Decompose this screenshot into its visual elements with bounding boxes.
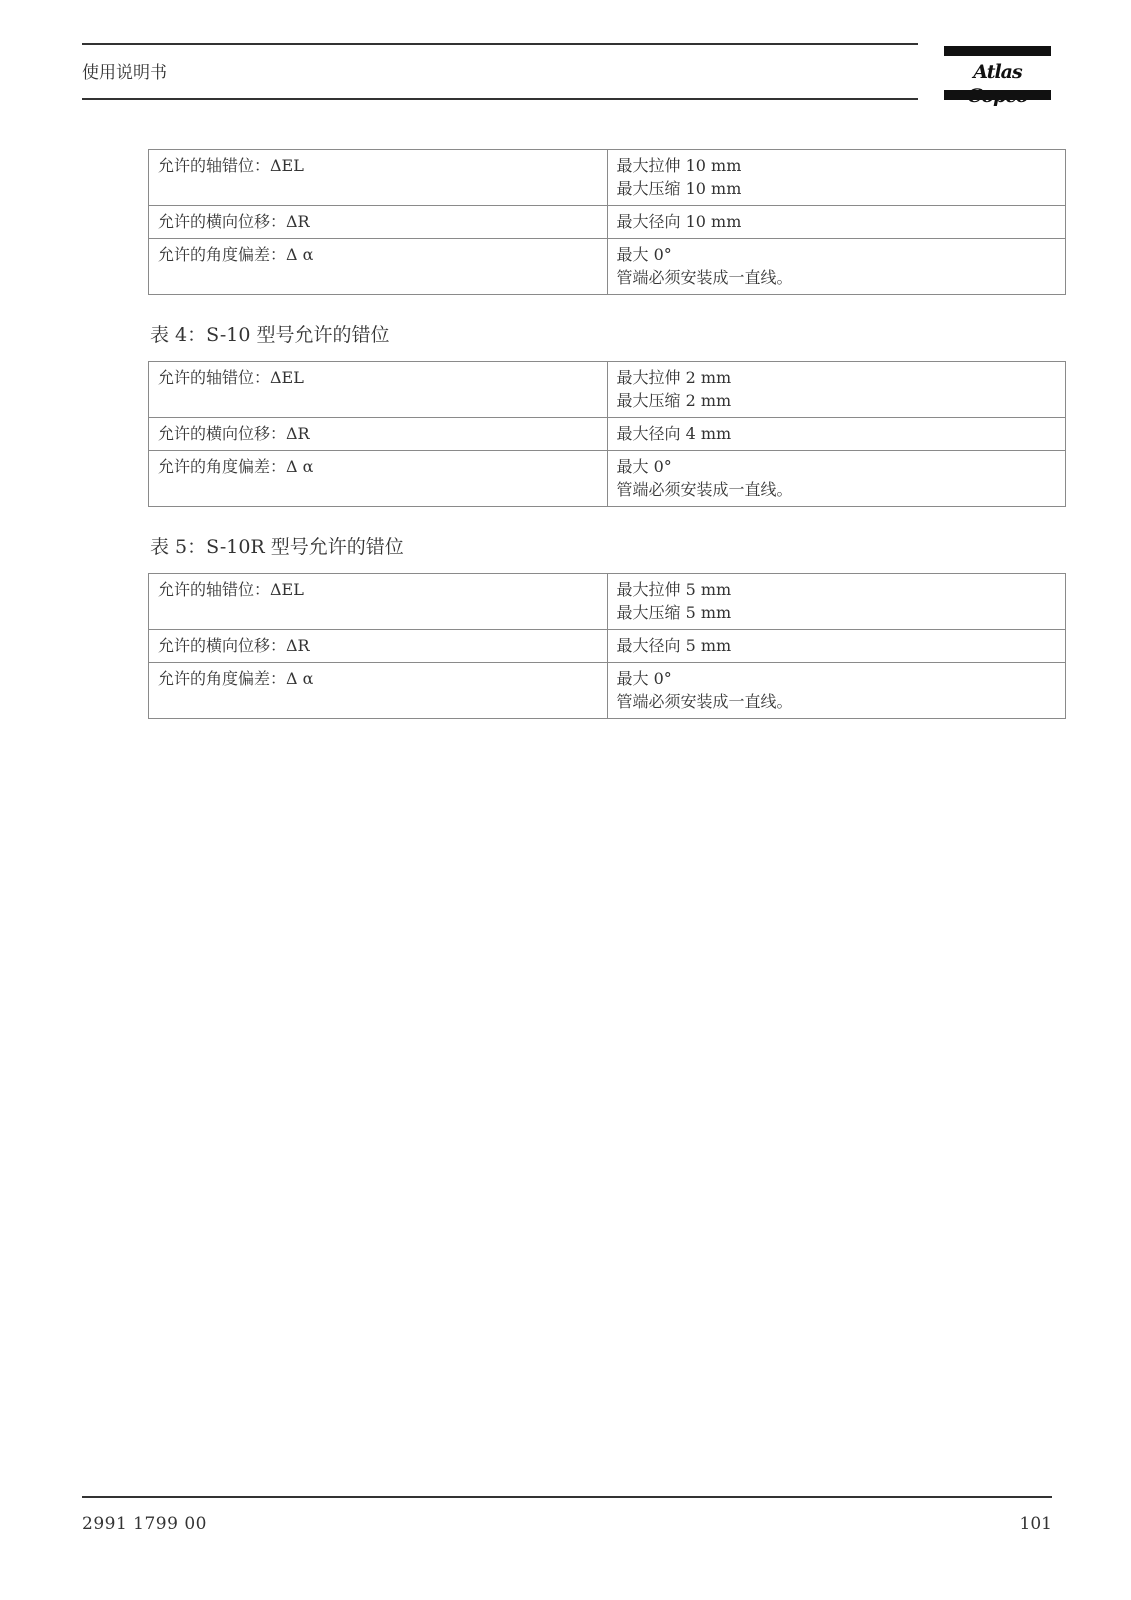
misalignment-table-s10r <box>148 573 1066 719</box>
row-value <box>607 239 1066 295</box>
table-row <box>149 362 1066 418</box>
table-row <box>149 574 1066 630</box>
logo-top-bar <box>944 46 1051 56</box>
row-value <box>607 362 1066 418</box>
atlas-copco-logo <box>944 46 1051 100</box>
page-number: 101 <box>1019 1514 1052 1534</box>
value-line: 最大压缩 2 mm <box>616 391 732 410</box>
row-label: 允许的轴错位：ΔEL <box>149 574 608 630</box>
row-label: 允许的角度偏差：Δ α <box>149 239 608 295</box>
misalignment-table-1 <box>148 149 1066 295</box>
value-line: 最大压缩 10 mm <box>616 179 742 198</box>
value-line: 最大拉伸 10 mm <box>616 156 742 175</box>
row-label: 允许的横向位移：ΔR <box>149 630 608 663</box>
row-value <box>607 663 1066 719</box>
header-bottom-rule <box>82 98 918 100</box>
row-value <box>607 574 1066 630</box>
value-line: 最大 0° <box>616 669 672 688</box>
row-label: 允许的角度偏差：Δ α <box>149 663 608 719</box>
table-row <box>149 150 1066 206</box>
row-value <box>607 150 1066 206</box>
value-line: 管端必须安装成一直线。 <box>616 692 793 711</box>
logo-bottom-bar <box>944 90 1051 100</box>
table-caption: 表 4：S-10 型号允许的错位 <box>150 324 390 346</box>
value-line: 最大压缩 5 mm <box>616 603 732 622</box>
table-row <box>149 206 1066 239</box>
value-line: 管端必须安装成一直线。 <box>616 480 793 499</box>
value-line: 管端必须安装成一直线。 <box>616 268 793 287</box>
row-label: 允许的轴错位：ΔEL <box>149 362 608 418</box>
row-value <box>607 206 1066 239</box>
logo-text: Atlas <box>973 61 1022 83</box>
table-row <box>149 418 1066 451</box>
row-label: 允许的轴错位：ΔEL <box>149 150 608 206</box>
document-number: 2991 1799 00 <box>82 1514 207 1534</box>
value-line: 最大径向 4 mm <box>616 424 732 443</box>
table-row <box>149 630 1066 663</box>
table-row <box>149 663 1066 719</box>
value-line: 最大径向 5 mm <box>616 636 732 655</box>
row-label: 允许的横向位移：ΔR <box>149 206 608 239</box>
row-label: 允许的角度偏差：Δ α <box>149 451 608 507</box>
header-title: 使用说明书 <box>82 63 167 83</box>
value-line: 最大 0° <box>616 457 672 476</box>
table-row <box>149 451 1066 507</box>
table-caption: 表 5：S-10R 型号允许的错位 <box>150 536 404 558</box>
value-line: 最大径向 10 mm <box>616 212 742 231</box>
misalignment-table-s10 <box>148 361 1066 507</box>
row-value <box>607 630 1066 663</box>
table-row <box>149 239 1066 295</box>
value-line: 最大 0° <box>616 245 672 264</box>
value-line: 最大拉伸 5 mm <box>616 580 732 599</box>
row-value <box>607 418 1066 451</box>
row-value <box>607 451 1066 507</box>
footer-rule <box>82 1496 1052 1498</box>
header-top-rule <box>82 43 918 45</box>
value-line: 最大拉伸 2 mm <box>616 368 732 387</box>
row-label: 允许的横向位移：ΔR <box>149 418 608 451</box>
